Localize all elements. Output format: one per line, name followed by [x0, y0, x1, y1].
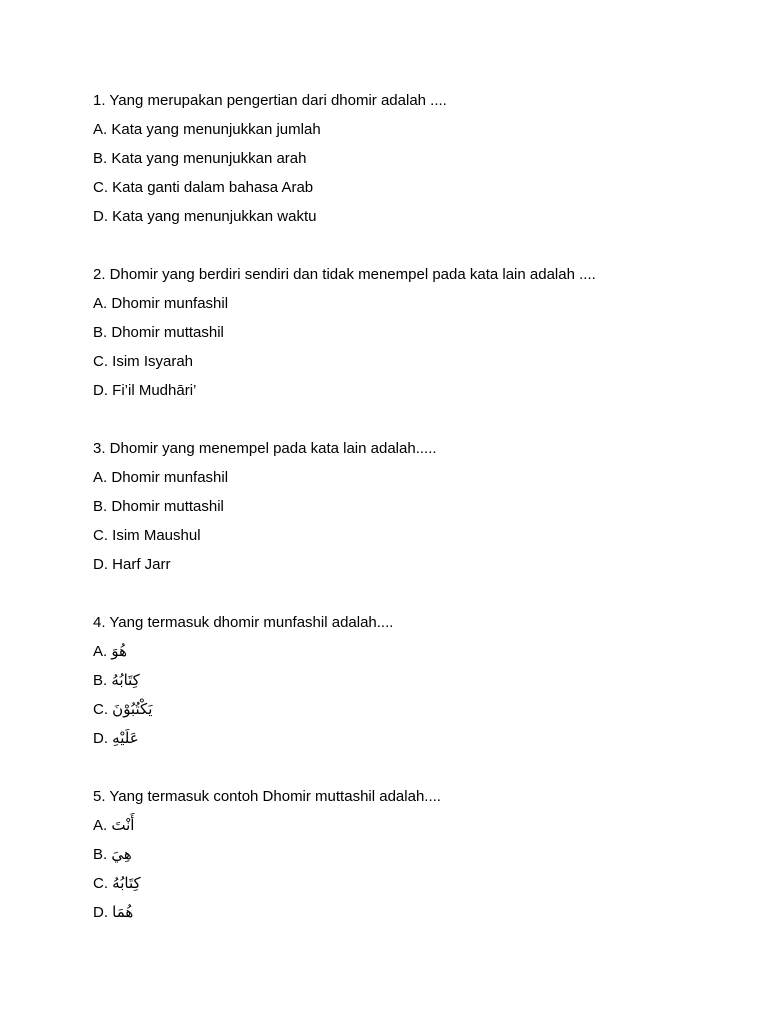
option-text-arabic: كِتَابُهُ — [111, 671, 140, 689]
question-stem: 1. Yang merupakan pengertian dari dhomir adalah .... — [93, 92, 447, 109]
option-text: Dhomir munfashil — [111, 469, 229, 486]
option-text: Dhomir munfashil — [111, 295, 229, 312]
option-b — [93, 144, 733, 173]
option-text: Isim Isyarah — [112, 353, 194, 370]
option-a — [93, 463, 733, 492]
option-letter: B. — [93, 672, 108, 689]
option-a — [93, 811, 733, 840]
option-a — [93, 115, 733, 144]
option-text: Kata yang menunjukkan arah — [111, 150, 307, 167]
question-stem: 4. Yang termasuk dhomir munfashil adalah.... — [93, 614, 394, 631]
option-c — [93, 869, 733, 898]
option-a — [93, 637, 733, 666]
question-stem: 5. Yang termasuk contoh Dhomir muttashil adalah.... — [93, 788, 441, 805]
option-d — [93, 898, 733, 927]
option-letter: A. — [93, 643, 108, 660]
option-text-arabic: أَنْتَ — [111, 816, 135, 834]
option-text-arabic: يَكْتُبُوْنَ — [112, 700, 153, 718]
option-c — [93, 347, 733, 376]
question-1 — [93, 86, 733, 231]
option-letter: C. — [93, 527, 108, 544]
option-text: Isim Maushul — [112, 527, 201, 544]
option-letter: C. — [93, 701, 108, 718]
option-text-arabic: كِتَابُهُ — [112, 874, 141, 892]
question-stem: 2. Dhomir yang berdiri sendiri dan tidak menempel pada kata lain adalah .... — [93, 266, 596, 283]
option-letter: B. — [93, 846, 108, 863]
option-letter: D. — [93, 904, 108, 921]
option-letter: A. — [93, 469, 108, 486]
option-letter: C. — [93, 179, 108, 196]
option-letter: C. — [93, 353, 108, 370]
option-c — [93, 695, 733, 724]
option-c — [93, 173, 733, 202]
option-d — [93, 376, 733, 405]
document-page — [93, 86, 733, 956]
option-b — [93, 318, 733, 347]
option-letter: B. — [93, 150, 108, 167]
option-text-arabic: هُمَا — [112, 903, 134, 921]
option-text: Dhomir muttashil — [111, 498, 224, 515]
option-b — [93, 666, 733, 695]
option-text: Kata yang menunjukkan waktu — [112, 208, 317, 225]
option-b — [93, 840, 733, 869]
option-d — [93, 724, 733, 753]
option-letter: A. — [93, 817, 108, 834]
option-letter: C. — [93, 875, 108, 892]
option-letter: D. — [93, 208, 108, 225]
option-text-arabic: هِيَ — [111, 845, 132, 863]
option-letter: A. — [93, 295, 108, 312]
question-3 — [93, 434, 733, 579]
option-letter: D. — [93, 730, 108, 747]
option-a — [93, 289, 733, 318]
option-text: Harf Jarr — [112, 556, 171, 573]
option-text: Kata ganti dalam bahasa Arab — [112, 179, 314, 196]
option-c — [93, 521, 733, 550]
option-letter: D. — [93, 556, 108, 573]
option-b — [93, 492, 733, 521]
question-4 — [93, 608, 733, 753]
option-d — [93, 202, 733, 231]
option-letter: B. — [93, 498, 108, 515]
option-letter: A. — [93, 121, 108, 138]
question-5 — [93, 782, 733, 927]
option-text-arabic: عَلَيْهِ — [112, 729, 139, 747]
option-d — [93, 550, 733, 579]
question-stem: 3. Dhomir yang menempel pada kata lain adalah..... — [93, 440, 437, 457]
option-letter: D. — [93, 382, 108, 399]
option-text: Kata yang menunjukkan jumlah — [111, 121, 321, 138]
option-text: Fi’il Mudhāri’ — [112, 382, 197, 399]
option-letter: B. — [93, 324, 108, 341]
option-text: Dhomir muttashil — [111, 324, 224, 341]
question-2 — [93, 260, 733, 405]
option-text-arabic: هُوَ — [111, 642, 128, 660]
